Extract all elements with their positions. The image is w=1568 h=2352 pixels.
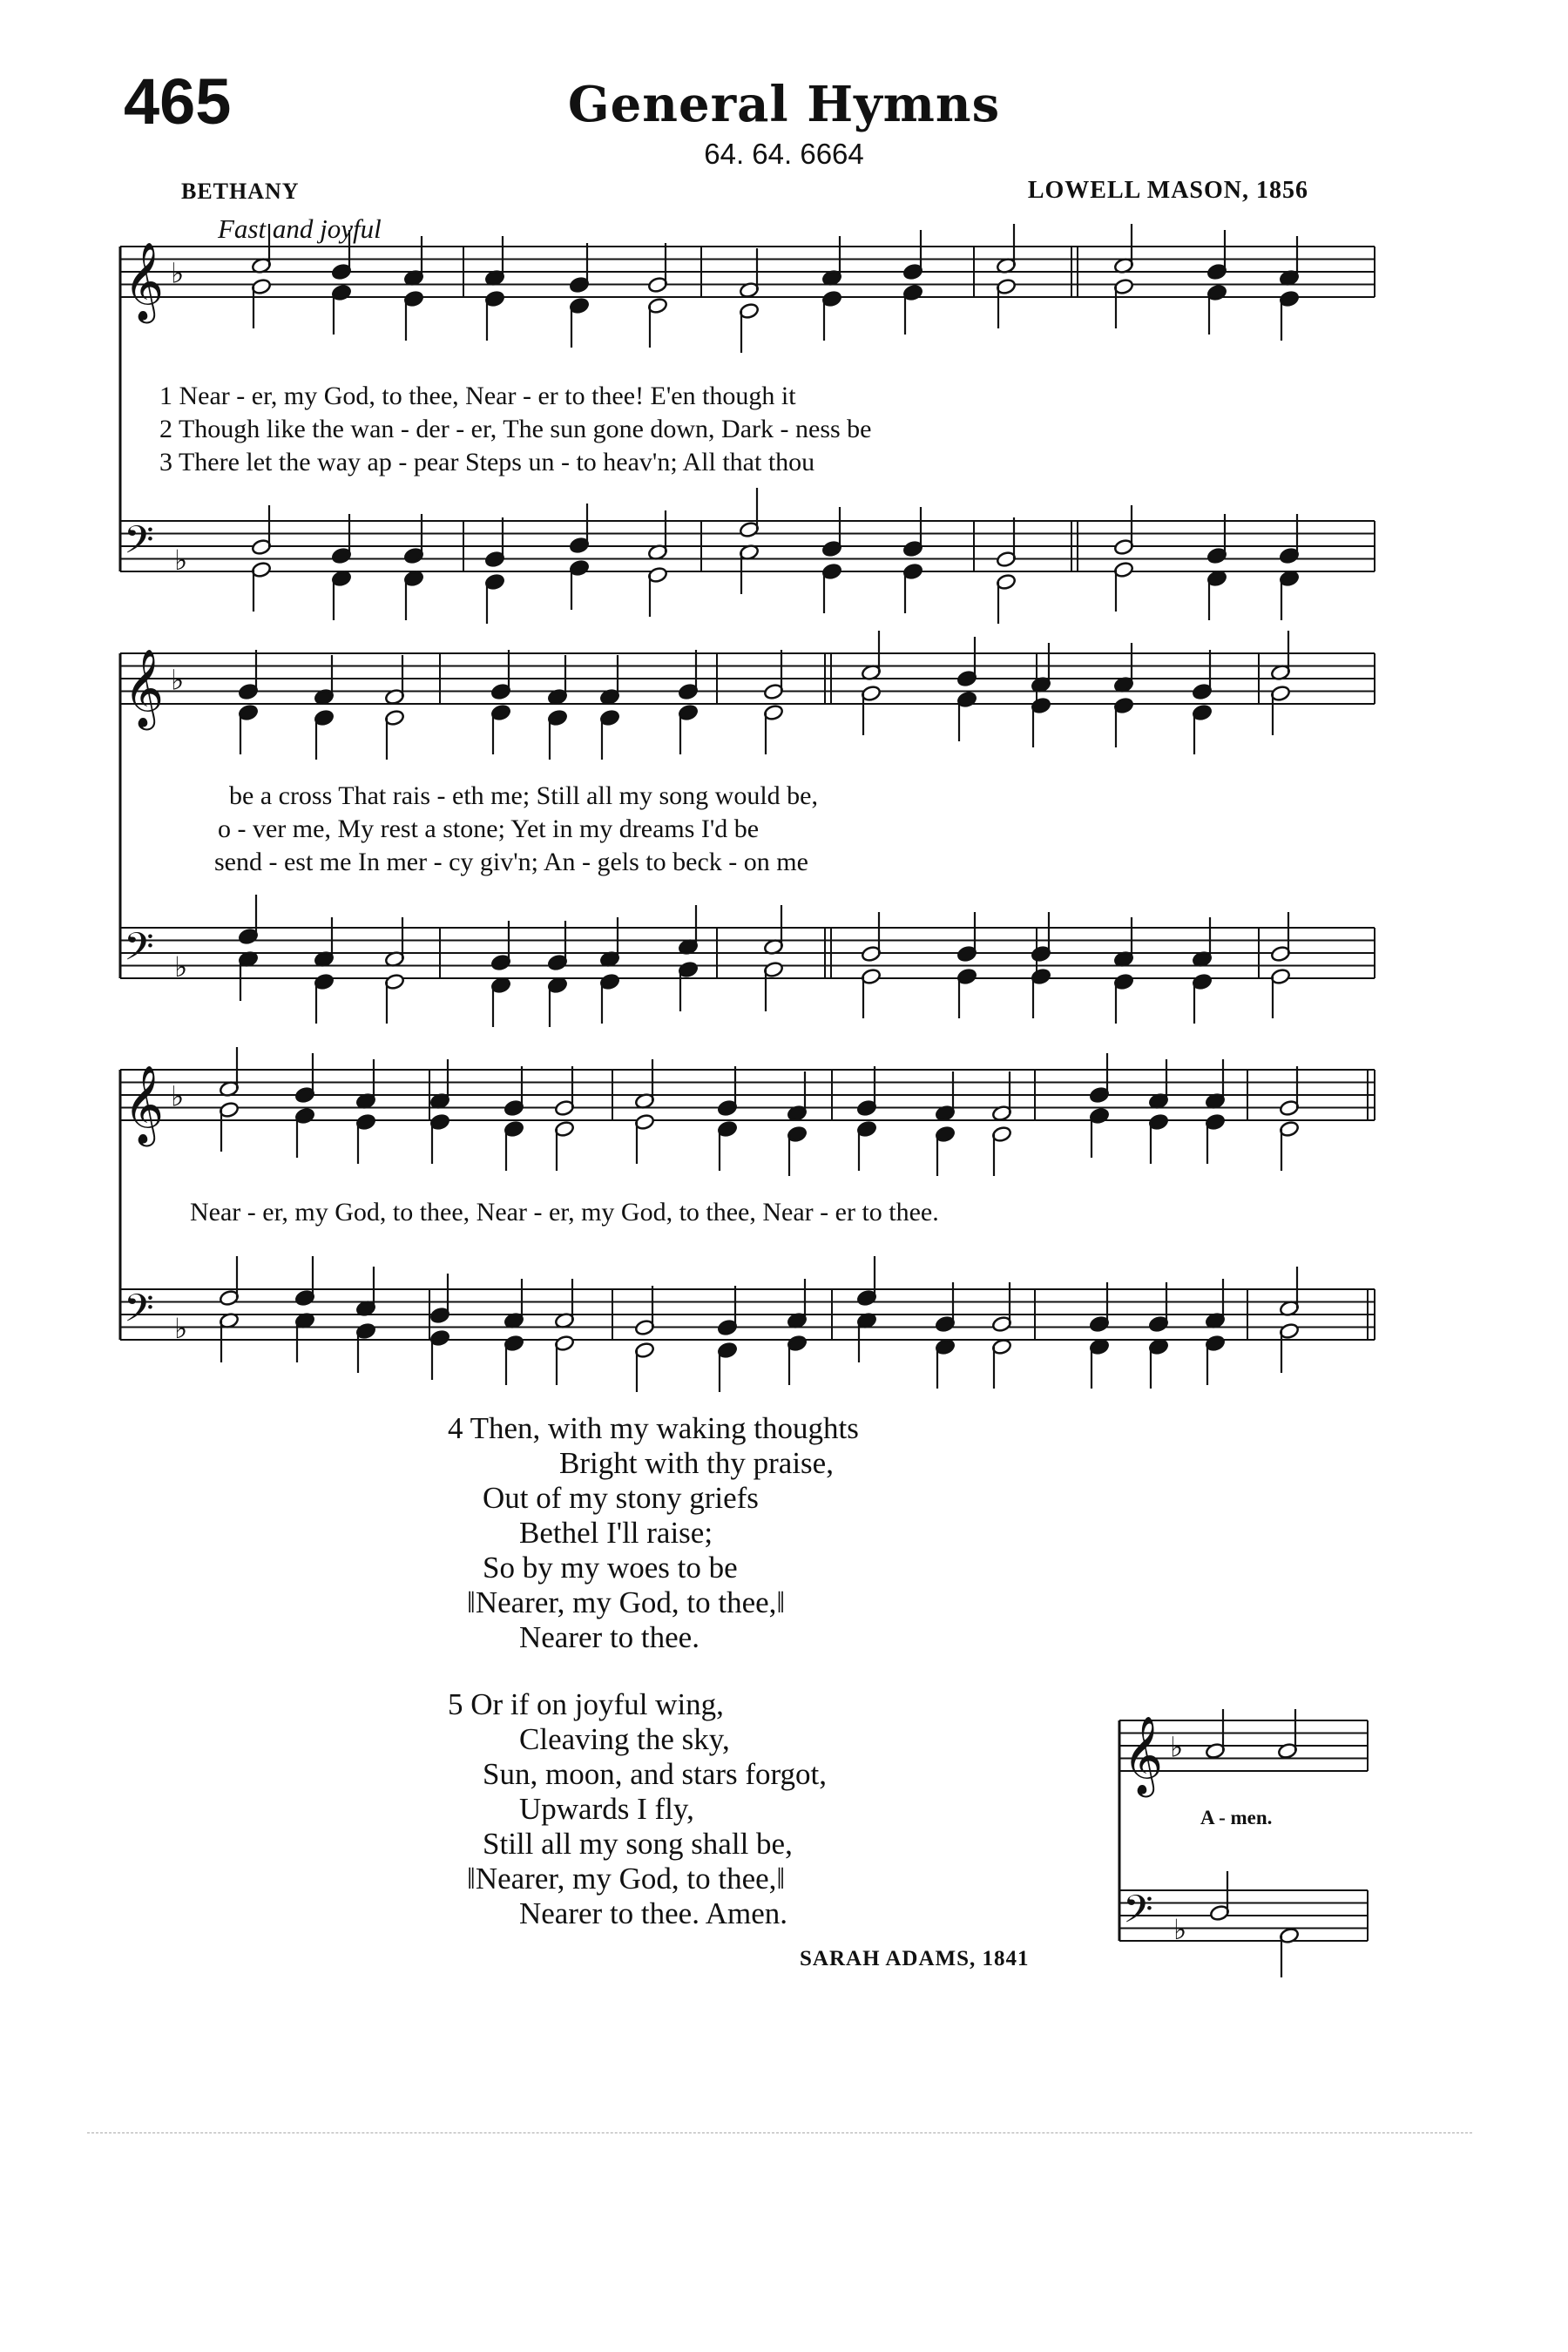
key-flat-icon: ♭ <box>1170 1730 1184 1764</box>
verse-5-line: Upwards I fly, <box>519 1792 694 1826</box>
treble-clef-icon: 𝄞 <box>124 649 165 727</box>
composer: LOWELL MASON, 1856 <box>1027 177 1308 204</box>
lyric-line-verse-2-b: o - ver me, My rest a stone; Yet in my dreams I'd be <box>218 814 760 843</box>
footer-rule <box>87 2132 1472 2133</box>
tune-name: BETHANY <box>181 179 300 204</box>
verse-4-line: Bethel I'll raise; <box>519 1516 713 1550</box>
lyric-line-verse-3: 3 There let the way ap - pear Steps un - to heav'n; All that thou <box>159 448 815 476</box>
verse-4-line: ‖Nearer, my God, to thee,‖ <box>467 1585 786 1619</box>
bass-clef-icon: 𝄢 <box>124 1285 154 1341</box>
verse-5 <box>448 1687 827 1931</box>
meter: 64. 64. 6664 <box>704 138 864 170</box>
verse-4 <box>448 1411 859 1655</box>
verse-5-line: ‖Nearer, my God, to thee,‖ <box>467 1862 786 1896</box>
lyric-line-verse-2: 2 Though like the wan - der - er, The sun gone down, Dark - ness be <box>159 415 872 443</box>
hymn-number: 465 <box>124 65 232 138</box>
bass-clef-icon: 𝄢 <box>124 517 154 572</box>
lyric-line-refrain: Near - er, my God, to thee, Near - er, my God, to thee, Near - er to thee. <box>190 1198 939 1227</box>
verse-4-line: So by my woes to be <box>483 1551 738 1585</box>
verse-4-line: Out of my stony griefs <box>483 1481 759 1515</box>
key-flat-icon: ♭ <box>1173 1913 1187 1946</box>
verse-5-line: Sun, moon, and stars forgot, <box>483 1757 828 1791</box>
verse-4-line: 4 Then, with my waking thoughts <box>448 1411 859 1445</box>
lyric-line-verse-1-b: be a cross That rais - eth me; Still all my song would be, <box>229 781 818 810</box>
bass-clef-icon: 𝄢 <box>124 923 154 979</box>
key-flat-icon: ♭ <box>171 256 185 290</box>
amen-lyric: A - men. <box>1200 1807 1273 1828</box>
bass-clef-icon: 𝄢 <box>1123 1886 1153 1942</box>
verse-5-line: Still all my song shall be, <box>483 1827 793 1861</box>
section-title: General Hymns <box>567 76 1001 133</box>
treble-clef-icon: 𝄞 <box>124 1065 165 1144</box>
verse-5-line: Nearer to thee. Amen. <box>519 1896 788 1930</box>
verse-5-line: Cleaving the sky, <box>519 1722 730 1756</box>
lyric-line-verse-3-b: send - est me In mer - cy giv'n; An - gels to beck - on me <box>214 848 808 876</box>
key-flat-icon: ♭ <box>171 1079 185 1113</box>
lyric-line-verse-1: 1 Near - er, my God, to thee, Near - er to thee! E'en though it <box>159 382 796 410</box>
treble-clef-icon: 𝄞 <box>1123 1716 1164 1794</box>
key-flat-icon: ♭ <box>174 1312 188 1345</box>
author: SARAH ADAMS, 1841 <box>800 1947 1030 1970</box>
key-flat-icon: ♭ <box>174 544 188 577</box>
key-flat-icon: ♭ <box>171 663 185 697</box>
verse-4-line: Nearer to thee. <box>519 1620 700 1654</box>
treble-clef-icon: 𝄞 <box>124 242 165 321</box>
key-flat-icon: ♭ <box>174 950 188 983</box>
tempo-marking: Fast and joyful <box>218 213 382 244</box>
verse-4-line: Bright with thy praise, <box>559 1446 834 1480</box>
verse-5-line: 5 Or if on joyful wing, <box>448 1687 724 1721</box>
